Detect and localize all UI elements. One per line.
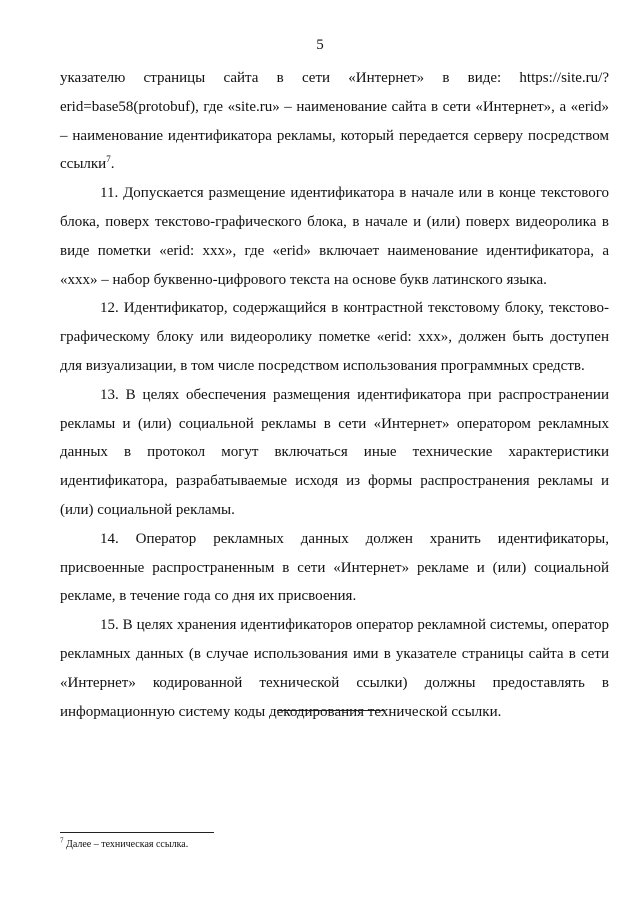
paragraph-13: 13. В целях обеспечения размещения идентификатора при распространении рекламы и (или) социальной рекламы в сети «Интернет» оператором рекламных данных в протокол могут включаться иные технические характеристики идентификатора, разрабатываемые исходя из формы распространения рекламы и (или) социальной рекламы. — [60, 386, 609, 518]
footnote-separator — [60, 832, 214, 833]
body-text — [60, 64, 609, 726]
paragraph-12: 12. Идентификатор, содержащийся в контрастной текстовому блоку, текстово-графическому блоку или видеоролику пометке «erid: xxx», должен быть доступен для визуализации, в том числе посредством использования программных средств. — [60, 300, 609, 374]
page-number: 5 — [316, 37, 324, 53]
paragraph-11: 11. Допускается размещение идентификатора в начале или в конце текстового блока, поверх текстово-графического блока, в начале и (или) поверх видеоролика в виде пометки «erid: xxx», где «erid» включает наименование идентификатора, а «xxx» – набор буквенно-цифрового текста на основе букв латинского языка. — [60, 185, 609, 288]
paragraph-continued — [60, 64, 609, 179]
paragraph-14: 14. Оператор рекламных данных должен хранить идентификаторы, присвоенные распространенным в сети «Интернет» рекламе и (или) социальной рекламе, в течение года со дня их присвоения. — [60, 530, 609, 605]
end-of-text-rule — [277, 710, 385, 711]
footnote-reference: 7 — [106, 154, 111, 165]
footnote-mark: 7 — [60, 836, 64, 845]
paragraph-15: 15. В целях хранения идентификаторов оператор рекламной системы, оператор рекламных данных (в случае использования ими в указателе страницы сайта в сети «Интернет» кодированной технической ссылки) должны предоставлять в информационную систему коды декодирования технической ссылки. — [60, 617, 609, 720]
footnote — [60, 838, 188, 851]
paragraph-tail: . — [110, 156, 115, 173]
footnote-text: Далее – техническая ссылка. — [66, 839, 189, 850]
paragraph-text: указателю страницы сайта в сети «Интернет» в виде: https://site.ru/?erid=base58(protobuf), где «site.ru» – наименование сайта в сети «Интернет», а «erid» – наименование идентификатора рекламы, который передается серверу посредством ссылки — [60, 70, 609, 173]
